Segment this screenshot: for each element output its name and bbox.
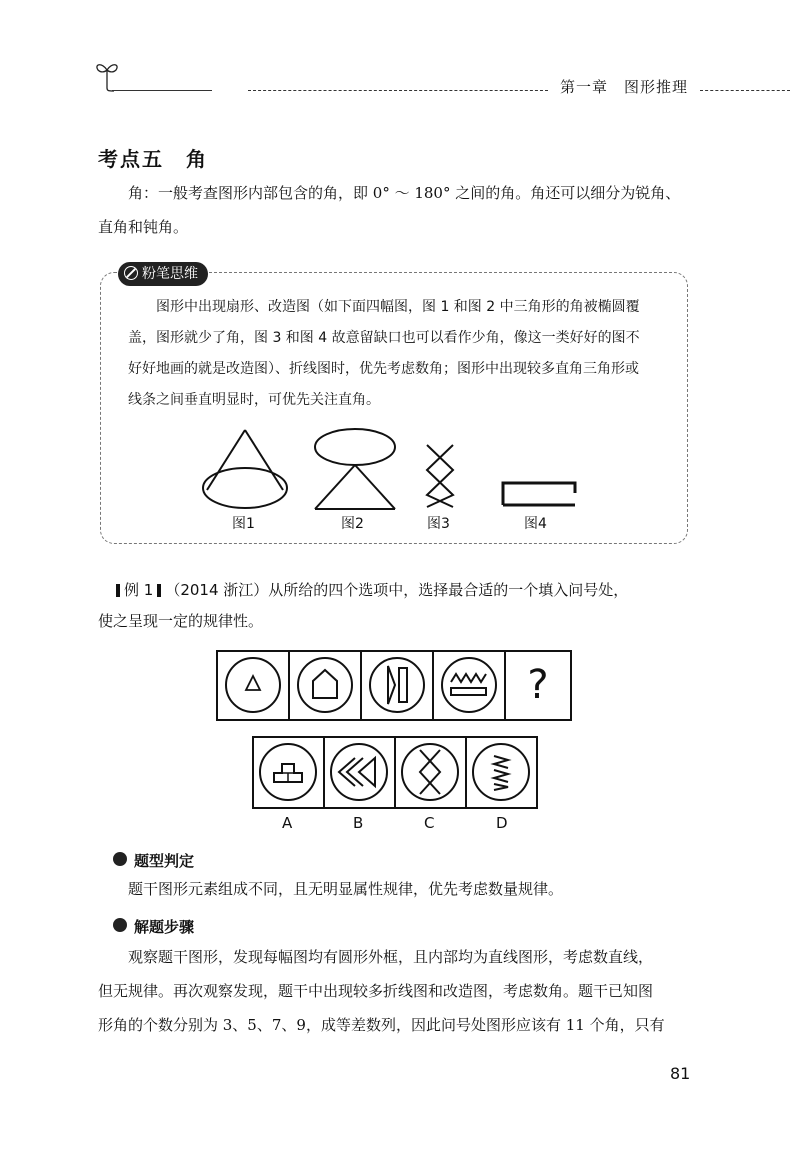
question-cell	[216, 650, 290, 721]
no-entry-icon	[124, 266, 138, 280]
label-bar	[116, 584, 120, 597]
label-bar	[157, 584, 161, 597]
solution-heading: 解题步骤	[134, 918, 195, 936]
chapter-title: 第一章 图形推理	[560, 78, 689, 96]
option-d-cell[interactable]	[465, 736, 538, 809]
figure-cone-icon	[203, 430, 287, 508]
question-mark: ?	[527, 662, 549, 708]
solution-paragraph	[98, 940, 698, 1042]
question-cell	[288, 650, 362, 721]
option-label: A	[282, 814, 293, 832]
question-mark-cell	[504, 650, 572, 721]
pencil-icon	[113, 918, 127, 932]
option-a-cell[interactable]	[252, 736, 325, 809]
header-rule-middle	[248, 90, 548, 91]
page-number: 81	[670, 1064, 691, 1083]
figure-label: 图4	[524, 516, 547, 532]
option-c-cell[interactable]	[394, 736, 467, 809]
question-cell	[360, 650, 434, 721]
example-line: （2014 浙江）从所给的四个选项中，选择最合适的一个填入问号处，	[165, 581, 629, 599]
gear-icon	[113, 852, 127, 866]
figure-ellipse-triangle-icon	[315, 429, 395, 509]
option-label: C	[424, 814, 435, 832]
tip-figures	[195, 425, 595, 515]
figure-open-rect-icon	[503, 483, 575, 505]
sprout-icon	[92, 60, 122, 98]
figure-zigzag-icon	[427, 445, 453, 507]
intro-line: 直角和钝角。	[98, 218, 189, 236]
option-label: D	[496, 814, 508, 832]
option-label: B	[353, 814, 364, 832]
header-rule-right	[700, 90, 790, 91]
tip-line: 好好地画的就是改造图）、折线图时，优先考虑数角；图形中出现较多直角三角形或	[128, 361, 639, 377]
tip-badge-label: 粉笔思维	[142, 266, 198, 282]
solution-line: 形角的个数分别为 3、5、7、9，成等差数列，因此问号处图形应该有 11 个角，只有	[98, 1016, 665, 1034]
example-label: 例 1	[124, 581, 154, 599]
figure-label: 图3	[427, 516, 450, 532]
question-cell	[432, 650, 506, 721]
section-title: 考点五 角	[98, 147, 208, 171]
option-b-cell[interactable]	[323, 736, 396, 809]
tip-badge	[118, 262, 208, 286]
type-judgement-paragraph	[98, 872, 698, 906]
tip-line: 图形中出现扇形、改造图（如下面四幅图，图 1 和图 2 中三角形的角被椭圆覆	[156, 299, 640, 315]
figure-label: 图2	[341, 516, 364, 532]
figure-label: 图1	[232, 516, 255, 532]
intro-paragraph	[98, 176, 698, 244]
type-judgement-text: 题干图形元素组成不同，且无明显属性规律，优先考虑数量规律。	[128, 880, 564, 898]
tip-text	[128, 292, 668, 416]
tip-line: 线条之间垂直明显时，可优先关注直角。	[128, 392, 380, 408]
header-rule-left	[112, 90, 212, 91]
example-line: 使之呈现一定的规律性。	[98, 612, 264, 630]
solution-line: 观察题干图形，发现每幅图均有圆形外框，且内部均为直线图形，考虑数直线，	[128, 948, 654, 966]
intro-line: 角：一般考查图形内部包含的角，即 0° ～ 180° 之间的角。角还可以细分为锐角、	[128, 184, 681, 202]
solution-line: 但无规律。再次观察发现，题干中出现较多折线图和改造图，考虑数角。题干已知图	[98, 982, 654, 1000]
type-judgement-heading: 题型判定	[134, 852, 195, 870]
tip-line: 盖，图形就少了角，图 3 和图 4 故意留缺口也可以看作少角，像这一类好好的图不	[128, 330, 640, 346]
example-header	[98, 575, 702, 637]
